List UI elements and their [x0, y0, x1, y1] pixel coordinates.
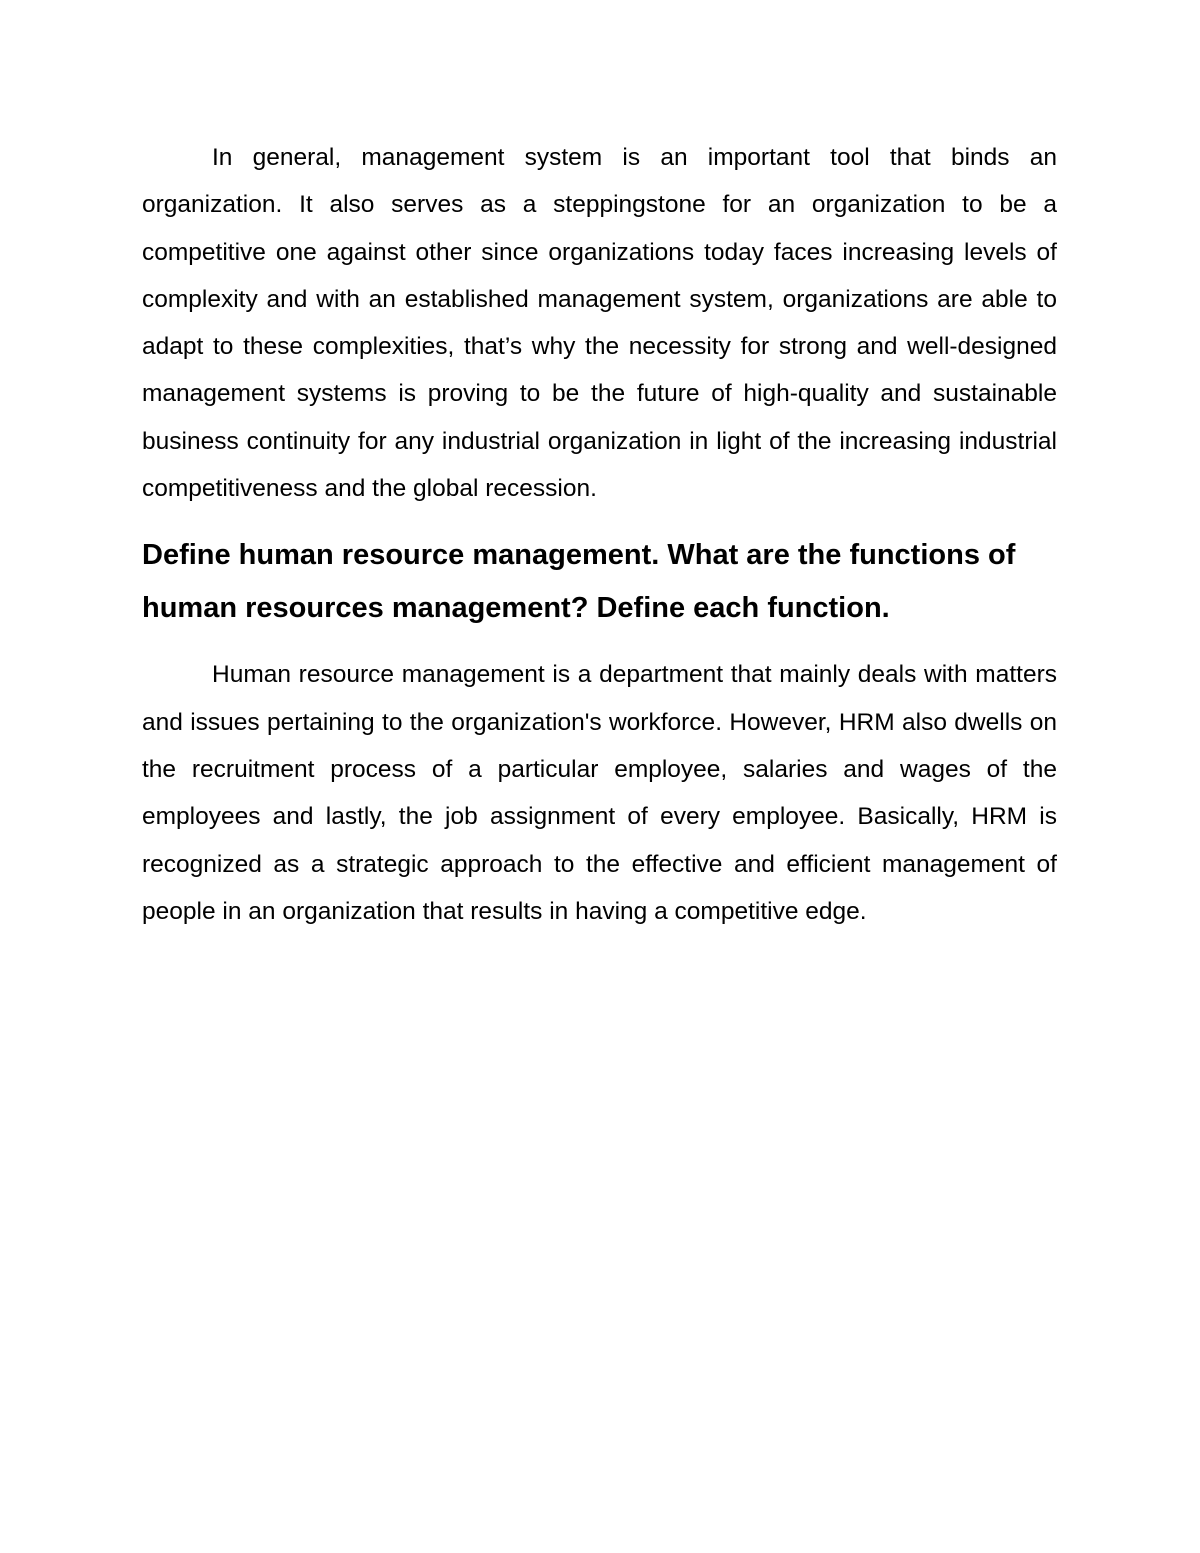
hrm-definition-paragraph: Human resource management is a department that mainly deals with matters and issues pertaining to the organization's workforce. However, HRM also dwells on the recruitment process of a particular employee, salaries and wages of the employees and lastly, the job assignment of every employee. Basically, HRM is recognized as a strategic approach to the effective and efficient management of people in an organization that results in having a competitive edge.: [142, 661, 1057, 925]
section-heading: Define human resource management. What are the functions of human resources management? Define each function.: [142, 539, 1016, 625]
document-body: [142, 134, 1057, 935]
intro-paragraph: In general, management system is an important tool that binds an organization. It also serves as a steppingstone for an organization to be a competitive one against other since organizations today faces increasing levels of complexity and with an established management system, organizations are able to adapt to these complexities, that’s why the necessity for strong and well-designed management systems is proving to be the future of high-quality and sustainable business continuity for any industrial organization in light of the increasing industrial competitiveness and the global recession.: [142, 144, 1057, 503]
